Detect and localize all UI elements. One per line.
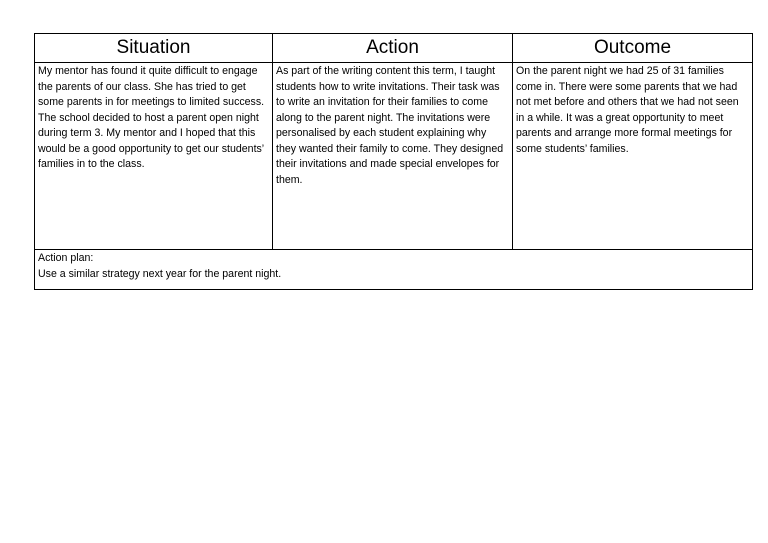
action-plan-cell bbox=[35, 250, 753, 290]
content-row bbox=[35, 63, 753, 250]
sao-table bbox=[34, 33, 753, 290]
action-plan-text: Use a similar strategy next year for the parent night. bbox=[38, 267, 282, 280]
header-outcome: Outcome bbox=[513, 34, 753, 63]
situation-cell: My mentor has found it quite difficult to engage the parents of our class. She has tried to get some parents in for meetings to limited success. The school decided to host a parent open night during term 3. My mentor and I hoped that this would be a good opportunity to get our students’ families in to the class. bbox=[35, 63, 273, 250]
action-cell: As part of the writing content this term, I taught students how to write invitations. Their task was to write an invitation for their families to come along to the parent night. The invitations were personalised by each student explaining why they wanted their family to come. They designed their invitations and made special envelopes for them. bbox=[273, 63, 513, 250]
header-situation: Situation bbox=[35, 34, 273, 63]
action-plan-row bbox=[35, 250, 753, 290]
outcome-cell: On the parent night we had 25 of 31 families come in. There were some parents that we had not met before and others that we had not seen in a while. It was a great opportunity to meet parents and arrange more formal meetings for some students’ families. bbox=[513, 63, 753, 250]
header-action: Action bbox=[273, 34, 513, 63]
action-plan-label: Action plan: bbox=[38, 252, 94, 264]
header-row bbox=[35, 34, 753, 63]
